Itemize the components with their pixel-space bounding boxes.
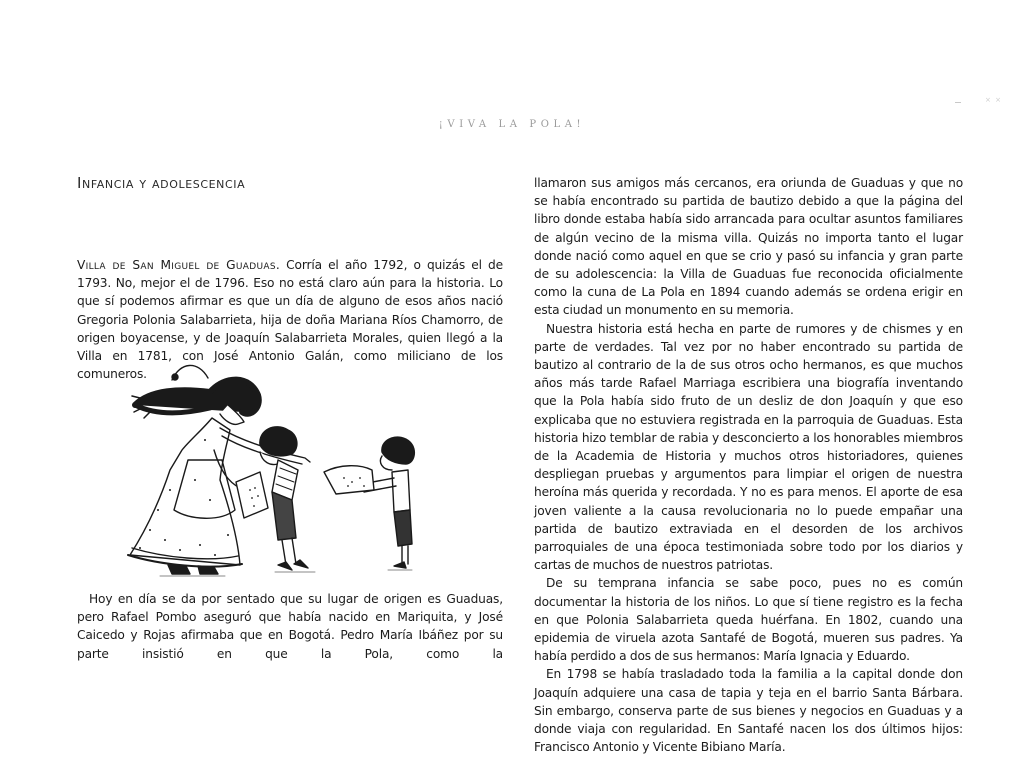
- illustration: [110, 360, 460, 580]
- woman-body: [130, 418, 240, 565]
- book: [236, 472, 268, 518]
- boy2-hair: [382, 437, 415, 464]
- boy2-pants: [394, 510, 412, 546]
- ground-line: [160, 570, 412, 576]
- section-title: Infancia y adolescencia: [77, 174, 246, 192]
- paragraph-childhood: De su temprana infancia se sabe poco, pues no es común documentar la historia de los niños. Lo que sí tiene registro es la fecha en que Polonia Salabarrieta queda huérfana. En 1802, cuando una epidemia de viruela azota Santafé de Bogotá, mueren sus padres. Ya había perdido a dos de sus hermanos: María Ignacia y Eduardo.: [534, 576, 963, 664]
- paragraph-body: Hoy en día se da por sentado que su lugar de origen es Guaduas, pero Rafael Pombo aseguró que había nacido en Mariquita, y José Caicedo y Rojas afirmaba que en Bogotá. Pedro María Ibáñez por su parte insistió en que la Pola, como la: [77, 592, 503, 661]
- right-column: [534, 174, 963, 757]
- paragraph-move-to-capital: En 1798 se había trasladado toda la familia a la capital donde don Joaquín adquiere una casa de tapia y teja en el barrio Santa Bárbara. Sin embargo, conserva parte de sus bienes y negocios en Guaduas y a donde viaja con regularidad. En Santafé nacen los dos últimos hijos: Francisco Antonio y Vicente Bibiano María.: [534, 667, 963, 755]
- boy2-legs: [402, 546, 408, 564]
- paragraph-body: Corría el año 1792, o quizás el de 1793. No, mejor el de 1796. Eso no está claro aún para la historia. Lo que sí podemos afirmar es que un día de alguno de esos años nació Gregoria Polonia Salabarrieta, hija de doña Mariana Ríos Chamorro, de origen boyacense, y de Joaquín Salabarrieta Morales, quien llegó a la Villa en 1781, con José Antonio Galán, como miliciano de los comuneros.: [77, 258, 503, 382]
- cloth: [324, 466, 374, 494]
- close-icon[interactable]: × ×: [985, 96, 1002, 104]
- running-head: ¡VIVA LA POLA!: [438, 119, 586, 130]
- window-controls: [955, 96, 1002, 104]
- boy2-body: [392, 470, 410, 512]
- paragraph-origin: [77, 590, 503, 663]
- minimize-icon[interactable]: [955, 102, 961, 103]
- illustration-figures-icon: [128, 365, 414, 576]
- boy1-legs: [282, 538, 296, 565]
- paragraph-rumors: Nuestra historia está hecha en parte de rumores y de chismes y en parte de verdades. Tal vez por no haber encontrado su partida de bautizo al contrario de la de sus otros ocho hermanos, es que muchos años más tarde Rafael Marriaga escribiera una biografía inventando que la Pola había sido fruto de un desliz de don Joaquín y que eso explicaba que no estuviera registrada en la parroquia de Guaduas. Esta historia hizo temblar de rabia y desconcierto a los honorables miembros de la Academia de Historia y muchos otros historiadores, quienes despliegan pruebas y argumentos para limpiar el origen de nuestra heroína más querida y recordada. Y no es para menos. El aporte de esa joven valiente a la causa revolucionaria no lo puede empañar una partida de bautizo extraviada en el desorden de los archivos parroquiales de una época testimoniada sobre todo por los diarios y cartas de muchos de nuestros patriotas.: [534, 321, 963, 573]
- hair-pin: [172, 374, 178, 380]
- paragraph-lead-in: Villa de San Miguel de Guaduas.: [77, 258, 281, 272]
- paragraph-continuation: llamaron sus amigos más cercanos, era oriunda de Guaduas y que no se había encontrado su partida de bautizo debido a que la página del libro donde estaba había sido arrancada para ocultar asuntos familiares de algún vecino de la misma villa. Quizás no importa tanto el lugar donde nació como aquel en que se crio y pasó su infancia y gran parte de su adolescencia: la Villa de Guaduas fue reconocida oficialmente como la cuna de La Pola en 1894 cuando además se ordena erigir en esta ciudad un monumento en su memoria.: [534, 176, 963, 318]
- boy1-hair: [260, 427, 297, 456]
